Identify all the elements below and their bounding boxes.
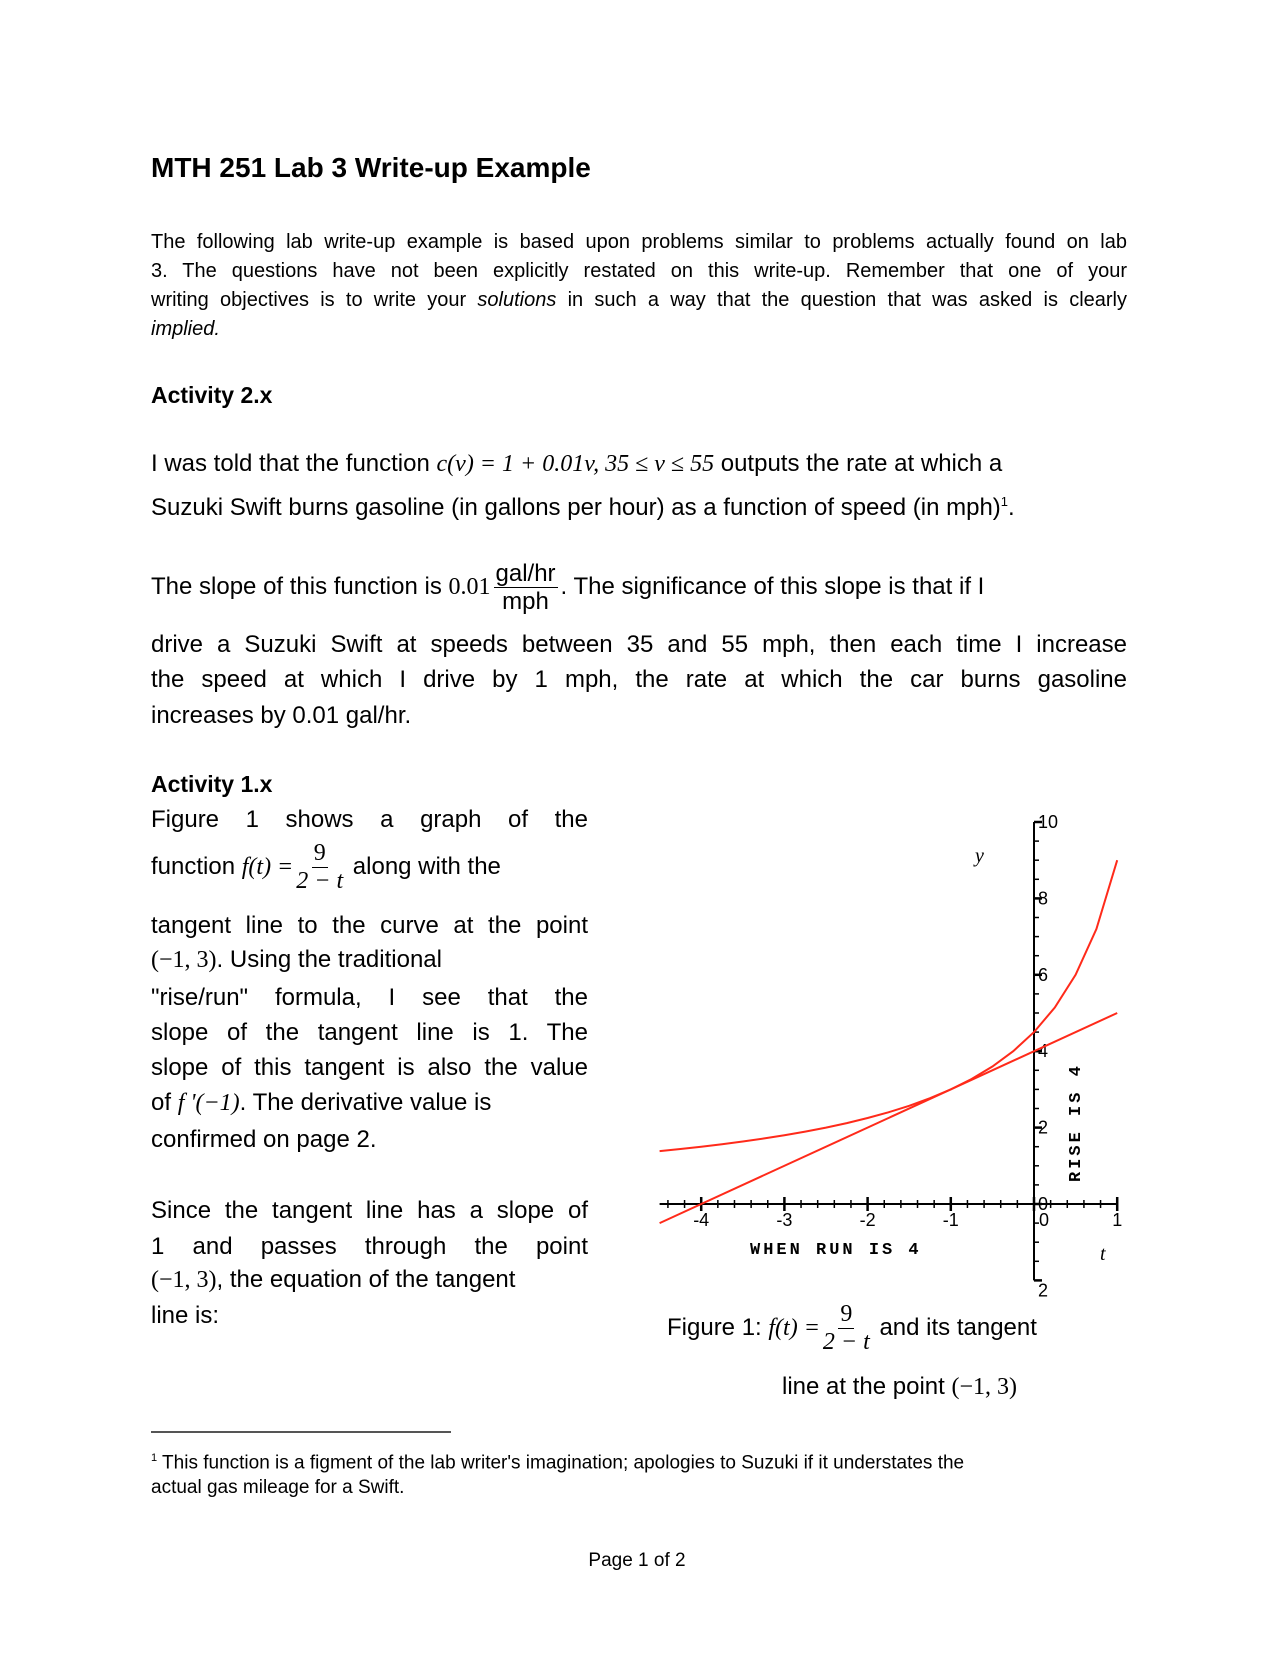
text: I was told that the function [151, 450, 437, 477]
fraction-numerator: 9 [838, 1301, 854, 1330]
text: along with the [346, 853, 501, 880]
fraction-denominator: 2 − t [296, 868, 344, 895]
y-tick-label: 2 [1038, 1280, 1049, 1301]
column-line: Since the tangent line has a slope of [151, 1197, 588, 1224]
fraction-denominator: mph [502, 588, 549, 616]
text: . The derivative value is [239, 1089, 492, 1116]
text: of [151, 1089, 178, 1116]
footnote-ref[interactable]: 1 [1000, 494, 1009, 509]
y-axis-label: y [975, 845, 984, 867]
y-tick-label: 6 [1038, 964, 1049, 985]
text: This function is a figment of the lab writer's imagination; apologies to Suzuki if it understates the [157, 1452, 965, 1474]
column-line: "rise/run" formula, I see that the [151, 984, 588, 1011]
x-tick-label: -4 [693, 1210, 710, 1230]
footnote-line: actual gas mileage for a Swift. [151, 1477, 405, 1498]
math-expression: c(v) = 1 + 0.01v, 35 ≤ v ≤ 55 [436, 451, 715, 477]
text: . Using the traditional [216, 946, 442, 973]
paragraph-line: drive a Suzuki Swift at speeds between 35 and 55 mph, then each time I increase [151, 631, 1127, 658]
rise-annotation: RISE IS 4 [1067, 1063, 1086, 1182]
text: Suzuki Swift burns gasoline (in gallons per hour) as a function of speed (in mph) [151, 494, 1001, 521]
column-line: slope of the tangent line is 1. The [151, 1019, 588, 1046]
column-line: Figure 1 shows a graph of the [151, 806, 588, 833]
tangent-line [660, 1013, 1118, 1223]
footnote-mark: 1 [151, 1452, 158, 1464]
text: and its tangent [872, 1314, 1037, 1341]
y-tick-label: 4 [1038, 1041, 1049, 1062]
text: outputs the rate at which a [714, 450, 1003, 477]
text: Figure 1: [667, 1314, 769, 1341]
math-point: (−1, 3) [951, 1374, 1017, 1400]
emphasis: solutions [477, 289, 557, 311]
math-expression: f(t) = [241, 854, 294, 880]
y-tick-label: 10 [1038, 812, 1059, 832]
intro-line: implied. [151, 318, 220, 340]
text: in such a way that the question that was asked is clearly [556, 289, 1127, 311]
math-point: (−1, 3) [151, 947, 217, 973]
column-line: confirmed on page 2. [151, 1126, 377, 1153]
x-tick-label: 0 [1039, 1210, 1050, 1230]
page-number: Page 1 of 2 [588, 1550, 686, 1571]
column-line: line is: [151, 1302, 220, 1329]
x-tick-label: -2 [859, 1210, 876, 1230]
x-axis-label: t [1100, 1243, 1106, 1265]
text: , the equation of the tangent [216, 1266, 516, 1293]
math-point: (−1, 3) [151, 1267, 217, 1293]
activity-2-heading: Activity 2.x [151, 382, 273, 408]
x-tick-label: -3 [776, 1210, 793, 1230]
x-tick-label: 1 [1112, 1210, 1123, 1230]
text: function [151, 853, 242, 880]
text: . The significance of this slope is that if I [560, 573, 985, 600]
paragraph-line: the speed at which I drive by 1 mph, the rate at which the car burns gasoline [151, 666, 1127, 693]
fraction-numerator: 9 [312, 840, 328, 869]
paragraph-line: increases by 0.01 gal/hr. [151, 702, 412, 729]
y-tick-label: 0 [1038, 1194, 1049, 1214]
text: writing objectives is to write your [151, 289, 478, 311]
text: . [1008, 494, 1015, 521]
math-expression: f '(−1) [177, 1090, 240, 1116]
fraction-denominator: 2 − t [822, 1329, 870, 1356]
x-tick-label: -1 [942, 1210, 959, 1230]
y-tick-label: 2 [1038, 1117, 1049, 1138]
math-value: 0.01 [448, 574, 491, 600]
intro-line: The following lab write-up example is based upon problems similar to problems actually found on lab [151, 231, 1127, 253]
y-tick-label: 8 [1038, 888, 1049, 909]
text: line at the point [782, 1373, 952, 1400]
text: The slope of this function is [151, 573, 449, 600]
column-line: slope of this tangent is also the value [151, 1054, 588, 1081]
fraction-numerator: gal/hr [495, 559, 556, 587]
activity-1-heading: Activity 1.x [151, 771, 273, 797]
function-curve [660, 860, 1118, 1151]
intro-line: 3. The questions have not been explicitly restated on this write-up. Remember that one of your [151, 260, 1127, 282]
math-expression: f(t) = [768, 1315, 820, 1341]
run-annotation: WHEN RUN IS 4 [750, 1241, 922, 1260]
column-line: 1 and passes through the point [151, 1233, 588, 1260]
page-title: MTH 251 Lab 3 Write-up Example [151, 152, 591, 183]
column-line: tangent line to the curve at the point [151, 912, 588, 939]
